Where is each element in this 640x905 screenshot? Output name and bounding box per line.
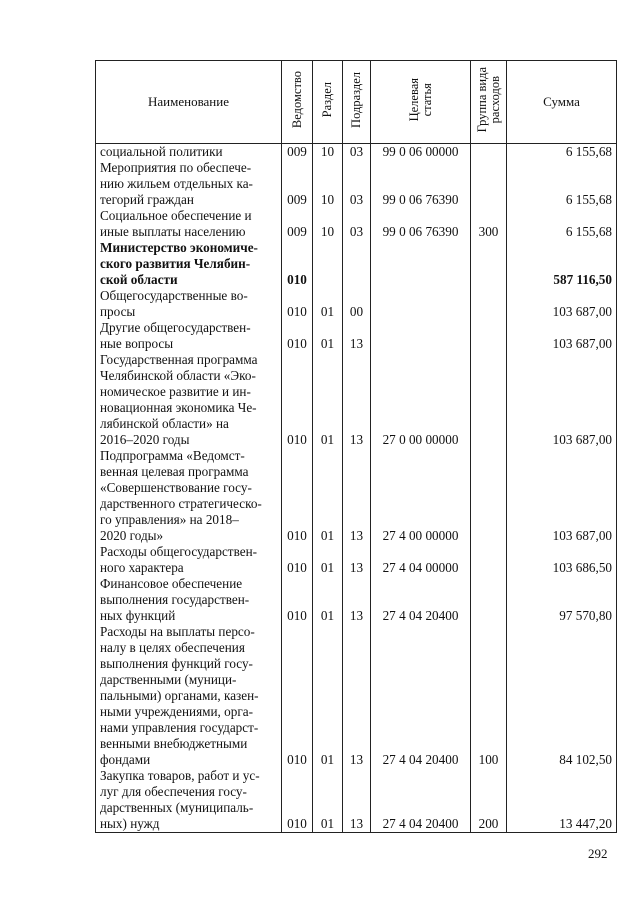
cell-podrazdel <box>343 240 371 288</box>
cell-name-line: налу в целях обеспечения <box>100 640 245 655</box>
cell-name-line: номическое развитие и ин- <box>100 384 251 399</box>
cell-vedomstvo: 010 <box>282 768 313 833</box>
cell-summa: 103 686,50 <box>507 544 617 576</box>
cell-vedomstvo: 010 <box>282 352 313 448</box>
cell-summa: 6 155,68 <box>507 144 617 161</box>
cell-razdel: 01 <box>313 544 343 576</box>
cell-name <box>96 576 282 624</box>
cell-name-line: фондами <box>100 752 151 767</box>
cell-name-line: Закупка товаров, работ и ус- <box>100 768 260 783</box>
table-row <box>96 240 617 288</box>
table-row <box>96 768 617 833</box>
cell-razdel: 01 <box>313 320 343 352</box>
cell-razdel <box>313 240 343 288</box>
cell-name-line: Расходы общегосударствен- <box>100 544 258 559</box>
cell-summa: 6 155,68 <box>507 160 617 208</box>
cell-summa: 103 687,00 <box>507 288 617 320</box>
table-row <box>96 144 617 161</box>
cell-celevaya-statya: 99 0 06 76390 <box>371 208 471 240</box>
cell-vedomstvo: 010 <box>282 576 313 624</box>
header-podrazdel: Подраздел <box>343 61 371 144</box>
cell-celevaya-statya: 27 0 00 00000 <box>371 352 471 448</box>
cell-celevaya-statya: 27 4 04 00000 <box>371 544 471 576</box>
cell-name-line: новационная экономика Че- <box>100 400 257 415</box>
header-gruppa-vida-rashodov: Группа вида расходов <box>471 61 507 144</box>
cell-razdel: 01 <box>313 576 343 624</box>
cell-gruppa-vida: 300 <box>471 208 507 240</box>
cell-name-line: Другие общегосударствен- <box>100 320 251 335</box>
cell-razdel: 10 <box>313 144 343 161</box>
cell-name-line: пальными) органами, казен- <box>100 688 259 703</box>
header-razdel: Раздел <box>313 61 343 144</box>
cell-podrazdel: 03 <box>343 160 371 208</box>
cell-gruppa-vida <box>471 160 507 208</box>
cell-name-line: Расходы на выплаты персо- <box>100 624 255 639</box>
cell-name-line: венными внебюджетными <box>100 736 248 751</box>
cell-celevaya-statya <box>371 288 471 320</box>
cell-celevaya-statya: 27 4 00 00000 <box>371 448 471 544</box>
cell-name <box>96 320 282 352</box>
table-row <box>96 448 617 544</box>
cell-name-line: Финансовое обеспечение <box>100 576 243 591</box>
cell-name-line: выполнения государствен- <box>100 592 250 607</box>
cell-podrazdel: 13 <box>343 448 371 544</box>
cell-podrazdel: 00 <box>343 288 371 320</box>
cell-name-line: венная целевая программа <box>100 464 249 479</box>
cell-gruppa-vida <box>471 288 507 320</box>
cell-celevaya-statya: 27 4 04 20400 <box>371 576 471 624</box>
cell-name-line: выполнения функций госу- <box>100 656 253 671</box>
table-body <box>96 144 617 833</box>
cell-name-line: ных) нужд <box>100 816 160 831</box>
cell-name-line: дарственных (муниципаль- <box>100 800 254 815</box>
table-row <box>96 288 617 320</box>
cell-name-line: ными учреждениями, орга- <box>100 704 253 719</box>
header-summa: Сумма <box>507 61 617 144</box>
cell-name-line: тегорий граждан <box>100 192 194 207</box>
cell-name-line: Государственная программа <box>100 352 258 367</box>
cell-gruppa-vida: 200 <box>471 768 507 833</box>
table-row <box>96 208 617 240</box>
cell-name-line: 2020 годы» <box>100 528 164 543</box>
cell-summa: 103 687,00 <box>507 320 617 352</box>
cell-name <box>96 448 282 544</box>
cell-gruppa-vida <box>471 544 507 576</box>
cell-vedomstvo: 010 <box>282 320 313 352</box>
cell-summa: 103 687,00 <box>507 448 617 544</box>
cell-name <box>96 544 282 576</box>
cell-name-line: ского развития Челябин- <box>100 256 251 271</box>
cell-gruppa-vida <box>471 448 507 544</box>
cell-celevaya-statya: 27 4 04 20400 <box>371 768 471 833</box>
cell-vedomstvo: 010 <box>282 624 313 768</box>
cell-summa: 97 570,80 <box>507 576 617 624</box>
cell-name <box>96 768 282 833</box>
cell-razdel: 10 <box>313 160 343 208</box>
cell-podrazdel: 13 <box>343 576 371 624</box>
table-row <box>96 624 617 768</box>
table-header-row <box>96 61 617 144</box>
table-row <box>96 160 617 208</box>
header-vedomstvo: Ведомство <box>282 61 313 144</box>
cell-name <box>96 208 282 240</box>
page-number: 292 <box>588 846 608 861</box>
cell-name-line: иные выплаты населению <box>100 224 246 239</box>
cell-vedomstvo: 010 <box>282 544 313 576</box>
cell-gruppa-vida <box>471 240 507 288</box>
cell-name-line: Министерство экономиче- <box>100 240 258 255</box>
cell-vedomstvo: 010 <box>282 288 313 320</box>
cell-gruppa-vida <box>471 144 507 161</box>
cell-gruppa-vida <box>471 576 507 624</box>
cell-podrazdel: 03 <box>343 144 371 161</box>
budget-table <box>95 60 617 833</box>
cell-name <box>96 624 282 768</box>
cell-name-line: ного характера <box>100 560 184 575</box>
cell-name-line: дарственными (муници- <box>100 672 237 687</box>
cell-celevaya-statya <box>371 320 471 352</box>
cell-razdel: 01 <box>313 288 343 320</box>
header-name: Наименование <box>96 61 282 144</box>
cell-celevaya-statya: 27 4 04 20400 <box>371 624 471 768</box>
cell-podrazdel: 03 <box>343 208 371 240</box>
cell-name-line: нию жильем отдельных ка- <box>100 176 253 191</box>
cell-name-line: го управления» на 2018– <box>100 512 239 527</box>
cell-summa: 6 155,68 <box>507 208 617 240</box>
cell-gruppa-vida <box>471 352 507 448</box>
cell-celevaya-statya <box>371 240 471 288</box>
cell-name <box>96 352 282 448</box>
cell-name-line: нами управления государст- <box>100 720 259 735</box>
cell-summa: 13 447,20 <box>507 768 617 833</box>
cell-name-line: Общегосударственные во- <box>100 288 248 303</box>
cell-name-line: ных функций <box>100 608 176 623</box>
cell-vedomstvo: 010 <box>282 448 313 544</box>
cell-razdel: 01 <box>313 352 343 448</box>
cell-summa: 103 687,00 <box>507 352 617 448</box>
cell-podrazdel: 13 <box>343 352 371 448</box>
cell-name-line: социальной политики <box>100 144 223 159</box>
table-row <box>96 544 617 576</box>
cell-celevaya-statya: 99 0 06 00000 <box>371 144 471 161</box>
cell-name-line: луг для обеспечения госу- <box>100 784 247 799</box>
header-celevaya-statya: Целевая статья <box>371 61 471 144</box>
cell-name <box>96 160 282 208</box>
cell-summa: 587 116,50 <box>507 240 617 288</box>
cell-vedomstvo: 009 <box>282 208 313 240</box>
table-row <box>96 352 617 448</box>
cell-name-line: «Совершенствование госу- <box>100 480 252 495</box>
cell-name <box>96 240 282 288</box>
cell-vedomstvo: 009 <box>282 160 313 208</box>
cell-gruppa-vida: 100 <box>471 624 507 768</box>
cell-gruppa-vida <box>471 320 507 352</box>
cell-podrazdel: 13 <box>343 768 371 833</box>
cell-name-line: Социальное обеспечение и <box>100 208 252 223</box>
table-row <box>96 320 617 352</box>
cell-name-line: Подпрограмма «Ведомст- <box>100 448 245 463</box>
table-row <box>96 576 617 624</box>
cell-name-line: лябинской области» на <box>100 416 229 431</box>
cell-razdel: 01 <box>313 768 343 833</box>
cell-name <box>96 288 282 320</box>
cell-summa: 84 102,50 <box>507 624 617 768</box>
cell-razdel: 01 <box>313 448 343 544</box>
cell-name-line: 2016–2020 годы <box>100 432 190 447</box>
cell-name-line: Челябинской области «Эко- <box>100 368 256 383</box>
cell-vedomstvo: 009 <box>282 144 313 161</box>
cell-name-line: дарственного стратегическо- <box>100 496 262 511</box>
cell-vedomstvo: 010 <box>282 240 313 288</box>
cell-podrazdel: 13 <box>343 544 371 576</box>
cell-name-line: Мероприятия по обеспече- <box>100 160 252 175</box>
cell-name-line: ные вопросы <box>100 336 174 351</box>
cell-name-line: ской области <box>100 272 178 287</box>
cell-name-line: просы <box>100 304 136 319</box>
cell-name <box>96 144 282 161</box>
cell-podrazdel: 13 <box>343 624 371 768</box>
cell-razdel: 01 <box>313 624 343 768</box>
cell-podrazdel: 13 <box>343 320 371 352</box>
cell-celevaya-statya: 99 0 06 76390 <box>371 160 471 208</box>
cell-razdel: 10 <box>313 208 343 240</box>
